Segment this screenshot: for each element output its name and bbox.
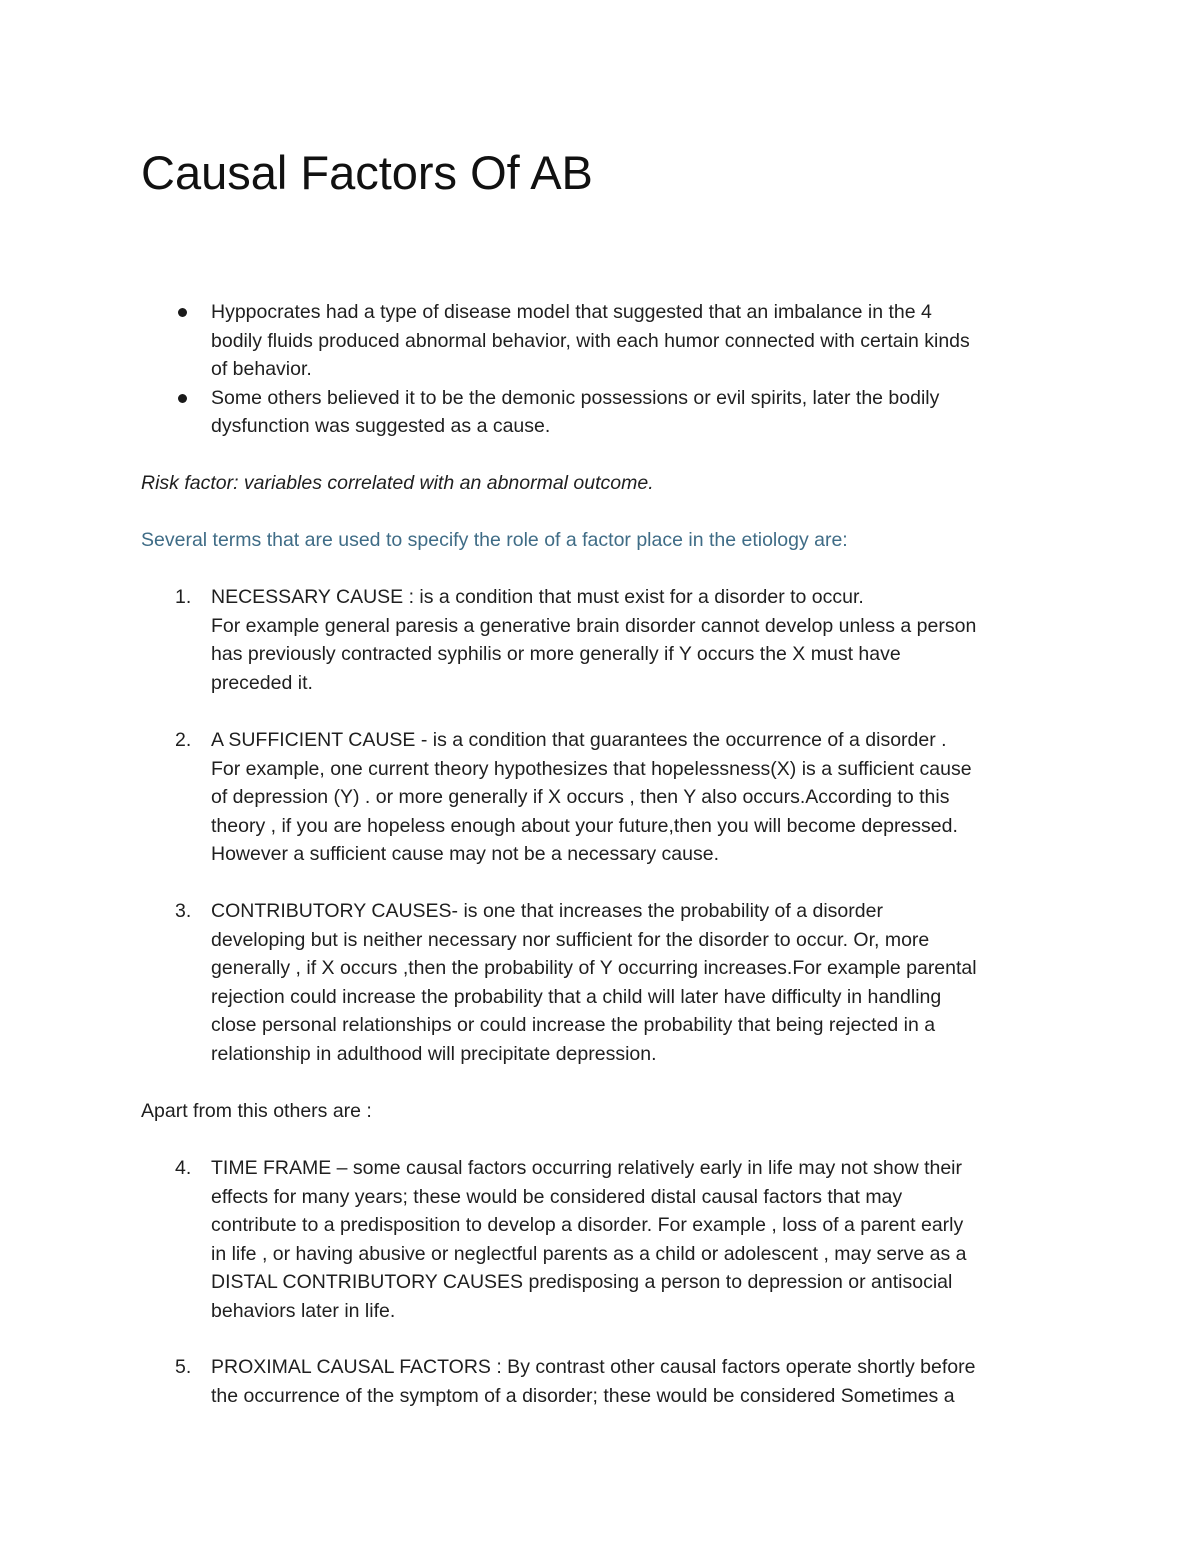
text-line: However a sufficient cause may not be a necessary cause.	[211, 843, 719, 866]
bullet-list	[141, 298, 1071, 441]
text-line: CONTRIBUTORY CAUSES- is one that increases the probability of a disorder	[211, 900, 883, 922]
text-line: close personal relationships or could increase the probability that being rejected in a	[211, 1014, 936, 1037]
text-line: in life , or having abusive or neglectful parents as a child or adolescent , may serve as a	[211, 1242, 967, 1265]
text-line: Hyppocrates had a type of disease model that suggested that an imbalance in the 4	[211, 301, 932, 323]
apart-text: Apart from this others are :	[141, 1100, 372, 1122]
text-line: contribute to a predisposition to develop a disorder. For example , loss of a parent early	[211, 1214, 964, 1237]
causes-list	[141, 897, 1071, 1069]
text-line: preceded it.	[211, 671, 313, 694]
list-item	[141, 583, 1071, 697]
bullet-icon	[178, 394, 187, 403]
others-section	[141, 1154, 1071, 1326]
text-line: dysfunction was suggested as a cause.	[211, 415, 551, 438]
text-line: rejection could increase the probability that a child will later have difficulty in handling	[211, 985, 942, 1008]
text-line: For example, one current theory hypothesizes that hopelessness(X) is a sufficient cause	[211, 757, 972, 780]
bullet-icon	[178, 308, 187, 317]
others-list	[141, 1154, 1071, 1326]
text-line: DISTAL CONTRIBUTORY CAUSES predisposing a person to depression or antisocial	[211, 1271, 953, 1294]
causes-section	[141, 897, 1071, 1069]
text-line: For example general paresis a generative brain disorder cannot develop unless a person	[211, 614, 977, 637]
item-number: 2.	[175, 729, 192, 751]
item-number: 3.	[175, 900, 192, 922]
item-number: 1.	[175, 586, 192, 608]
causes-section	[141, 726, 1071, 869]
causes-section	[141, 583, 1071, 697]
text-line: effects for many years; these would be considered distal causal factors that may	[211, 1185, 903, 1208]
others-section	[141, 1353, 1071, 1410]
text-line: behaviors later in life.	[211, 1299, 396, 1322]
text-line: theory , if you are hopeless enough about your future,then you will become depressed.	[211, 814, 958, 837]
bullet-section	[141, 298, 1071, 441]
list-item	[141, 897, 1071, 1069]
causes-list	[141, 583, 1071, 697]
list-item	[141, 1353, 1071, 1410]
text-line: NECESSARY CAUSE : is a condition that must exist for a disorder to occur.	[211, 586, 864, 608]
list-item	[141, 298, 1071, 384]
others-list	[141, 1353, 1071, 1410]
text-line: relationship in adulthood will precipitate depression.	[211, 1042, 657, 1065]
text-line: has previously contracted syphilis or more generally if Y occurs the X must have	[211, 643, 901, 666]
page-title: Causal Factors Of AB	[141, 146, 593, 199]
text-line: PROXIMAL CAUSAL FACTORS : By contrast other causal factors operate shortly before	[211, 1356, 976, 1378]
list-item	[141, 384, 1071, 441]
list-item	[141, 1154, 1071, 1326]
item-number: 4.	[175, 1157, 192, 1179]
list-item	[141, 726, 1071, 869]
text-line: the occurrence of the symptom of a disorder; these would be considered Sometimes a	[211, 1384, 955, 1407]
text-line: TIME FRAME – some causal factors occurring relatively early in life may not show their	[211, 1157, 963, 1179]
text-line: of behavior.	[211, 358, 312, 381]
text-line: Some others believed it to be the demonic possessions or evil spirits, later the bodily	[211, 386, 940, 409]
text-line: generally , if X occurs ,then the probability of Y occurring increases.For example parental	[211, 957, 977, 980]
text-line: A SUFFICIENT CAUSE - is a condition that guarantees the occurrence of a disorder .	[211, 729, 947, 751]
item-number: 5.	[175, 1356, 192, 1378]
risk-factor-definition: Risk factor: variables correlated with an abnormal outcome.	[141, 472, 654, 494]
text-line: bodily fluids produced abnormal behavior, with each humor connected with certain kinds	[211, 329, 970, 352]
terms-intro: Several terms that are used to specify the role of a factor place in the etiology are:	[141, 529, 848, 551]
causes-list	[141, 726, 1071, 869]
text-line: developing but is neither necessary nor sufficient for the disorder to occur. Or, more	[211, 928, 930, 951]
text-line: of depression (Y) . or more generally if X occurs , then Y also occurs.According to this	[211, 786, 950, 809]
